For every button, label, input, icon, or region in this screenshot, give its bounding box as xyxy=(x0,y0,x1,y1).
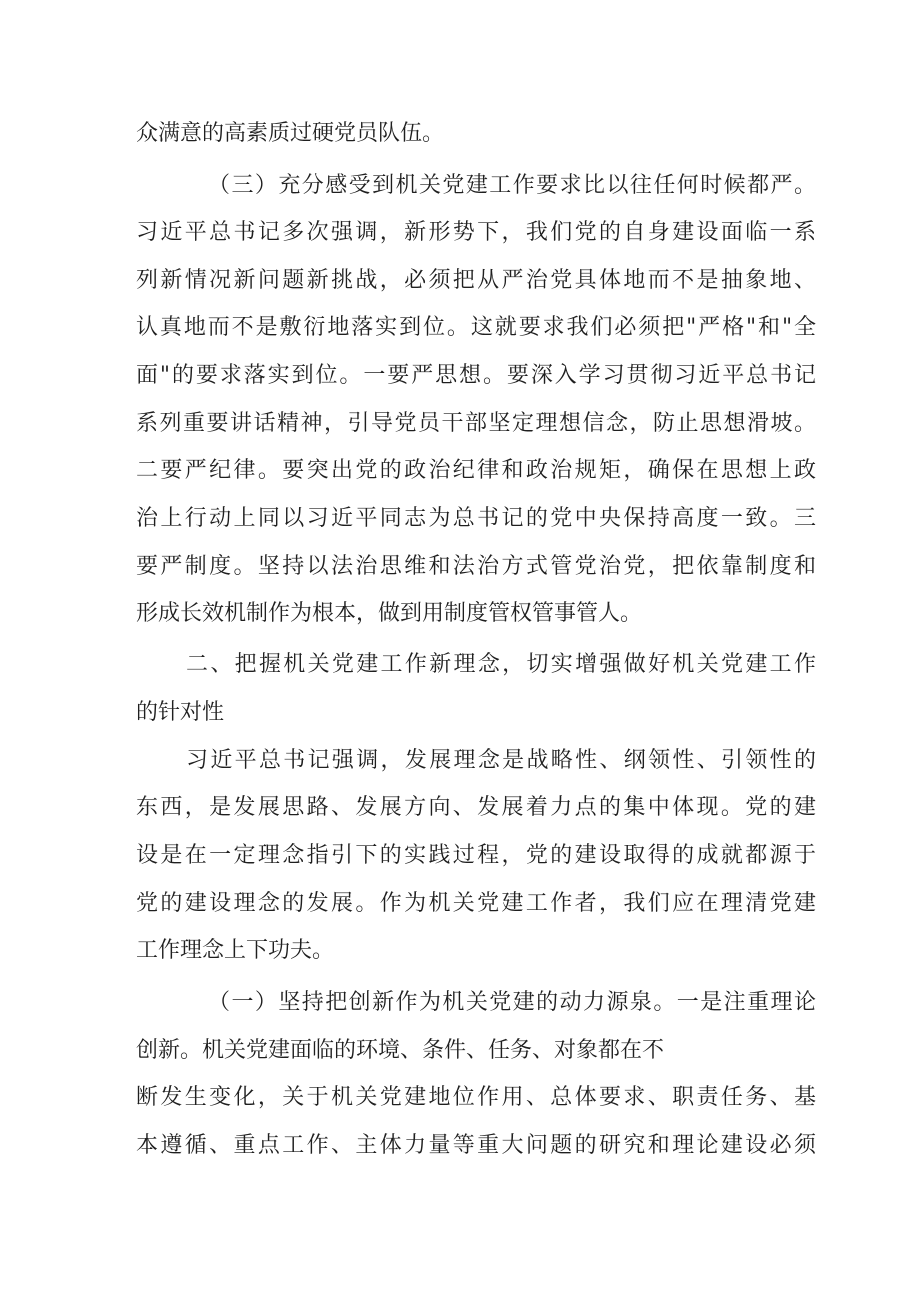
paragraph-line: 治上行动上同以习近平同志为总书记的党中央保持高度一致。三 xyxy=(136,506,816,531)
paragraph-line: 二要严纪律。要突出党的政治纪律和政治规矩，确保在思想上政 xyxy=(136,458,816,483)
paragraph-line: 工作理念上下功夫。 xyxy=(136,938,335,963)
paragraph-line: （三）充分感受到机关党建工作要求比以往任何时候都严。 xyxy=(208,173,816,198)
paragraph-line: 东西，是发展思路、发展方向、发展着力点的集中体现。党的建 xyxy=(136,795,816,820)
paragraph-line: 习近平总书记多次强调，新形势下，我们党的自身建设面临一系 xyxy=(136,220,816,245)
paragraph-line: 设是在一定理念指引下的实践过程，党的建设取得的成就都源于 xyxy=(136,843,816,868)
paragraph-line: 众满意的高素质过硬党员队伍。 xyxy=(136,121,445,146)
paragraph-line: 列新情况新问题新挑战，必须把从严治党具体地而不是抽象地、 xyxy=(136,268,816,293)
section-heading-line: 的针对性 xyxy=(136,700,225,725)
paragraph-line: 面"的要求落实到位。一要严思想。要深入学习贯彻习近平总书记 xyxy=(136,363,816,388)
paragraph-line: 系列重要讲话精神，引导党员干部坚定理想信念，防止思想滑坡。 xyxy=(136,411,816,436)
paragraph-line: 要严制度。坚持以法治思维和法治方式管党治党，把依靠制度和 xyxy=(136,554,816,579)
paragraph-line: 形成长效机制作为根本，做到用制度管权管事管人。 xyxy=(136,601,643,626)
paragraph-line: 认真地而不是敷衍地落实到位。这就要求我们必须把"严格"和"全 xyxy=(136,315,816,340)
section-heading-line: 二、把握机关党建工作新理念，切实增强做好机关党建工作 xyxy=(186,652,816,677)
paragraph-line: （一）坚持把创新作为机关党建的动力源泉。一是注重理论 xyxy=(208,990,816,1015)
paragraph-line: 本遵循、重点工作、主体力量等重大问题的研究和理论建设必须 xyxy=(136,1133,816,1158)
paragraph-line: 习近平总书记强调，发展理念是战略性、纲领性、引领性的 xyxy=(186,748,816,773)
paragraph-line: 党的建设理念的发展。作为机关党建工作者，我们应在理清党建 xyxy=(136,891,816,916)
paragraph-line: 创新。机关党建面临的环境、条件、任务、对象都在不 xyxy=(136,1038,665,1063)
paragraph-line: 断发生变化，关于机关党建地位作用、总体要求、职责任务、基 xyxy=(136,1085,816,1110)
